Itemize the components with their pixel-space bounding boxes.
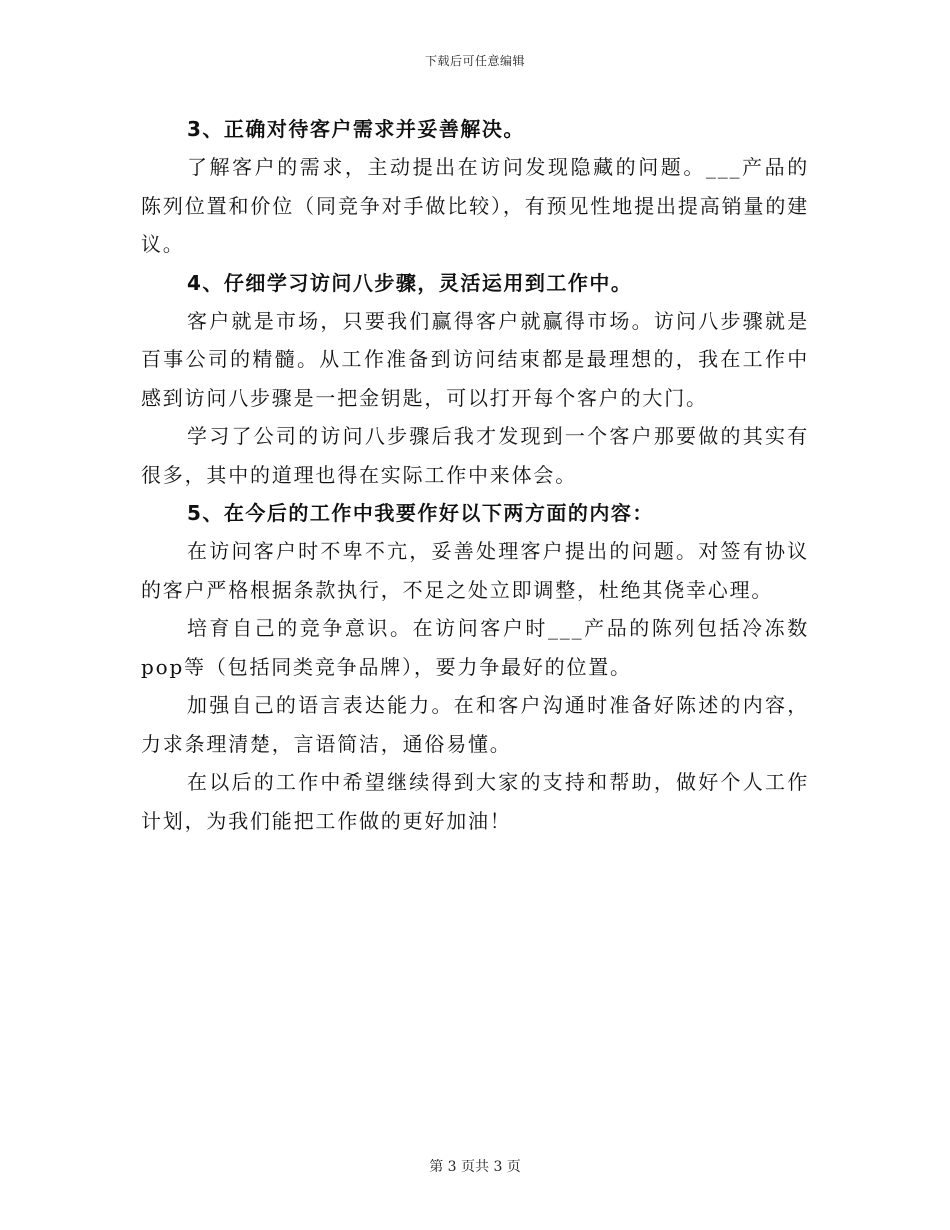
paragraph: 培育自己的竞争意识。在访问客户时___产品的陈列包括冷冻数pop等（包括同类竞争品牌），要力争最好的位置。 [141,616,809,679]
page-header: 下载后可任意编辑 [424,54,525,68]
section-heading-3: 3、正确对待客户需求并妥善解决。 [187,117,525,141]
paragraph: 在以后的工作中希望继续得到大家的支持和帮助，做好个人工作计划，为我们能把工作做的更好加油！ [141,770,809,833]
paragraph: 加强自己的语言表达能力。在和客户沟通时准备好陈述的内容，力求条理清楚，言语简洁，通俗易懂。 [141,693,809,756]
paragraph: 客户就是市场，只要我们赢得客户就赢得市场。访问八步骤就是百事公司的精髓。从工作准备到访问结束都是最理想的，我在工作中感到访问八步骤是一把金钥匙，可以打开每个客户的大门。 [141,308,809,410]
page-number: 第 3 页共 3 页 [429,1159,521,1175]
document-body [141,110,809,840]
paragraph: 了解客户的需求，主动提出在访问发现隐藏的问题。___产品的陈列位置和价位（同竞争对手做比较），有预见性地提出提高销量的建议。 [141,155,809,256]
section-heading-4: 4、仔细学习访问八步骤，灵活运用到工作中。 [187,270,633,295]
section-heading-5: 5、在今后的工作中我要作好以下两方面的内容： [187,501,654,525]
paragraph: 在访问客户时不卑不亢，妥善处理客户提出的问题。对签有协议的客户严格根据条款执行，不足之处立即调整，杜绝其侥幸心理。 [141,539,809,602]
paragraph: 学习了公司的访问八步骤后我才发现到一个客户那要做的其实有很多，其中的道理也得在实际工作中来体会。 [141,424,809,487]
